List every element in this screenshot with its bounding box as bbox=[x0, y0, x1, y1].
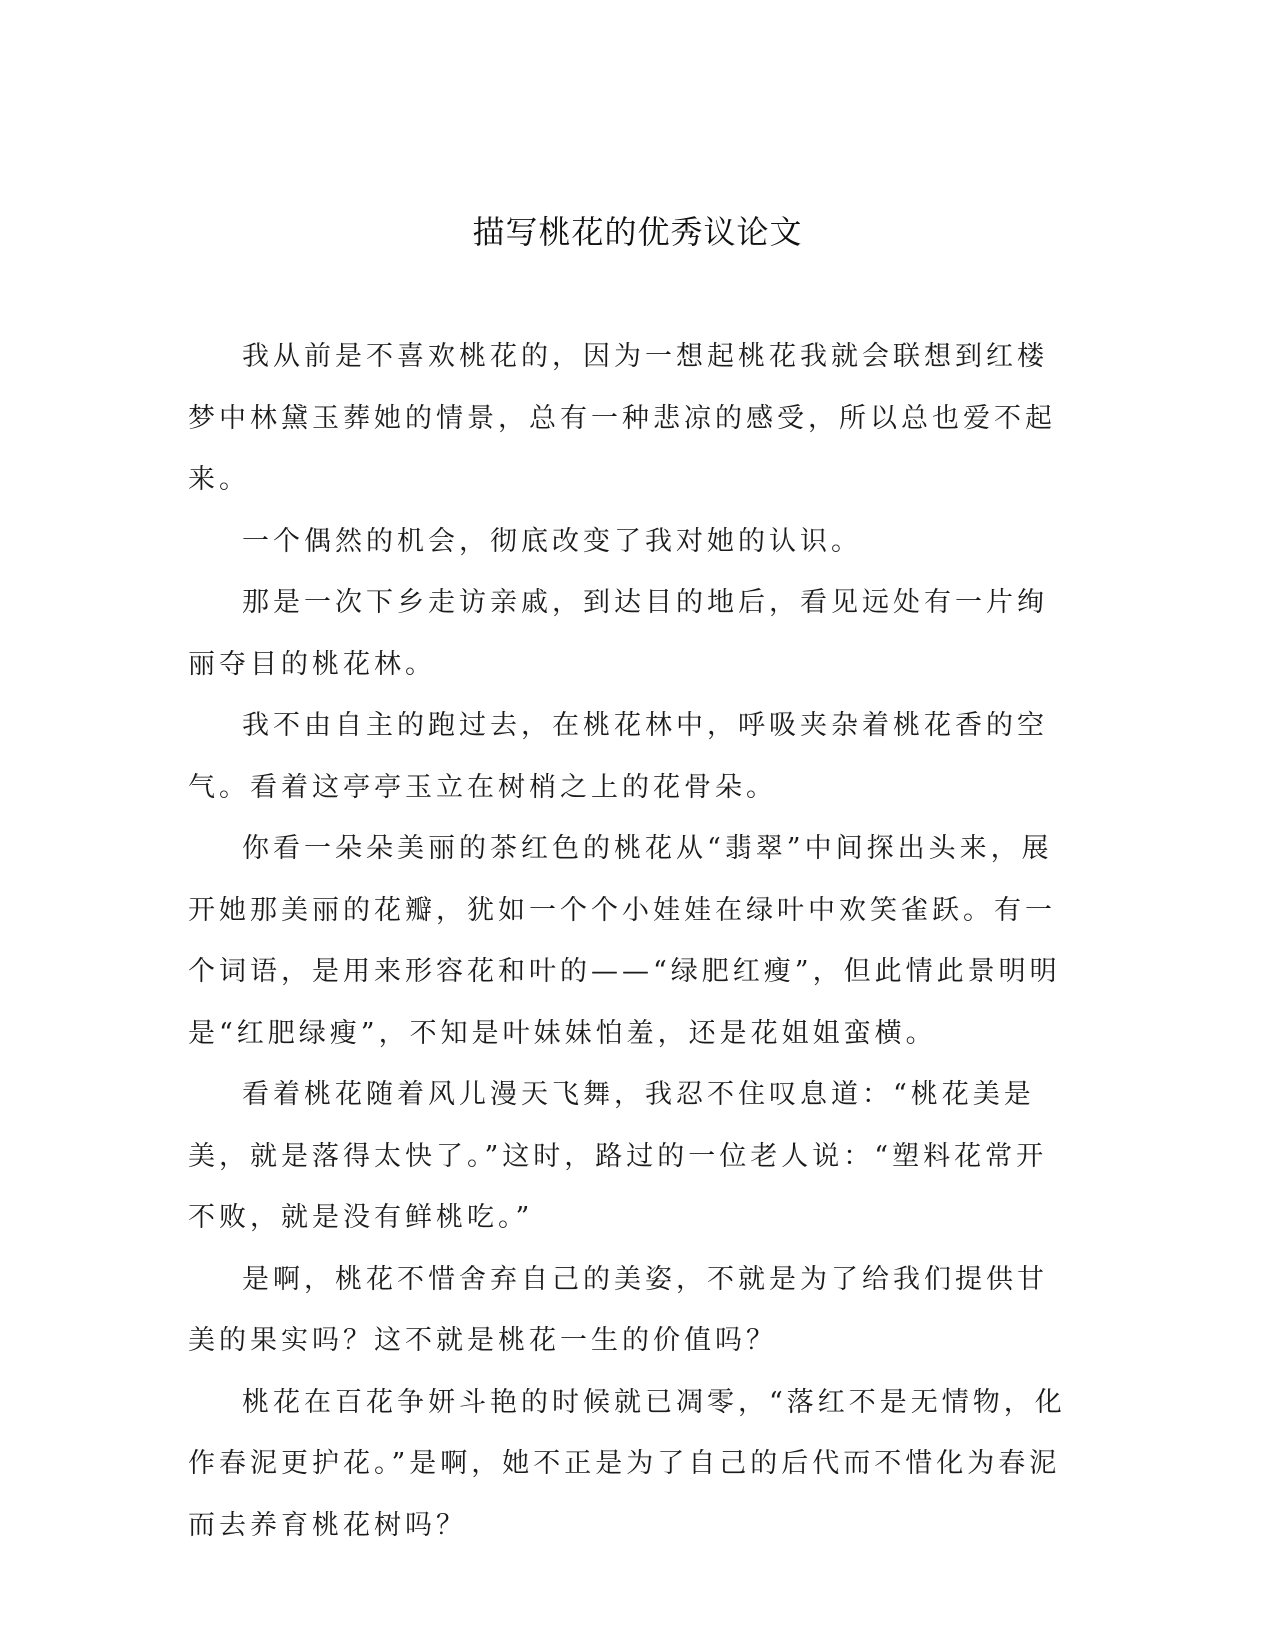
paragraph-3: 那是一次下乡走访亲戚，到达目的地后，看见远处有一片绚丽夺目的桃花林。 bbox=[188, 587, 1048, 680]
paragraph-1: 我从前是不喜欢桃花的，因为一想起桃花我就会联想到红楼梦中林黛玉葬她的情景，总有一种悲凉的感受，所以总也爱不起来。 bbox=[188, 341, 1056, 495]
paragraph-6: 看着桃花随着风儿漫天飞舞，我忍不住叹息道：“桃花美是美，就是落得太快了。”这时，路过的一位老人说：“塑料花常开不败，就是没有鲜桃吃。” bbox=[188, 1079, 1048, 1233]
paragraph-4: 我不由自主的跑过去，在桃花林中，呼吸夹杂着桃花香的空气。看着这亭亭玉立在树梢之上的花骨朵。 bbox=[188, 710, 1048, 803]
document-title: 描写桃花的优秀议论文 bbox=[472, 213, 803, 251]
paragraph-8: 桃花在百花争妍斗艳的时候就已凋零，“落红不是无情物，化作春泥更护花。”是啊，她不正是为了自己的后代而不惜化为春泥而去养育桃花树吗？ bbox=[188, 1386, 1066, 1541]
paragraph-7: 是啊，桃花不惜舍弃自己的美姿，不就是为了给我们提供甘美的果实吗？这不就是桃花一生的价值吗？ bbox=[188, 1263, 1048, 1356]
document-body bbox=[188, 326, 1078, 1556]
paragraph-5: 你看一朵朵美丽的茶红色的桃花从“翡翠”中间探出头来，展开她那美丽的花瓣，犹如一个个小娃娃在绿叶中欢笑雀跃。有一个词语，是用来形容花和叶的——“绿肥红瘦”，但此情此景明明是“红肥绿瘦”，不知是叶妹妹怕羞，还是花姐姐蛮横。 bbox=[188, 833, 1061, 1049]
paragraph-2: 一个偶然的机会，彻底改变了我对她的认识。 bbox=[242, 525, 862, 557]
